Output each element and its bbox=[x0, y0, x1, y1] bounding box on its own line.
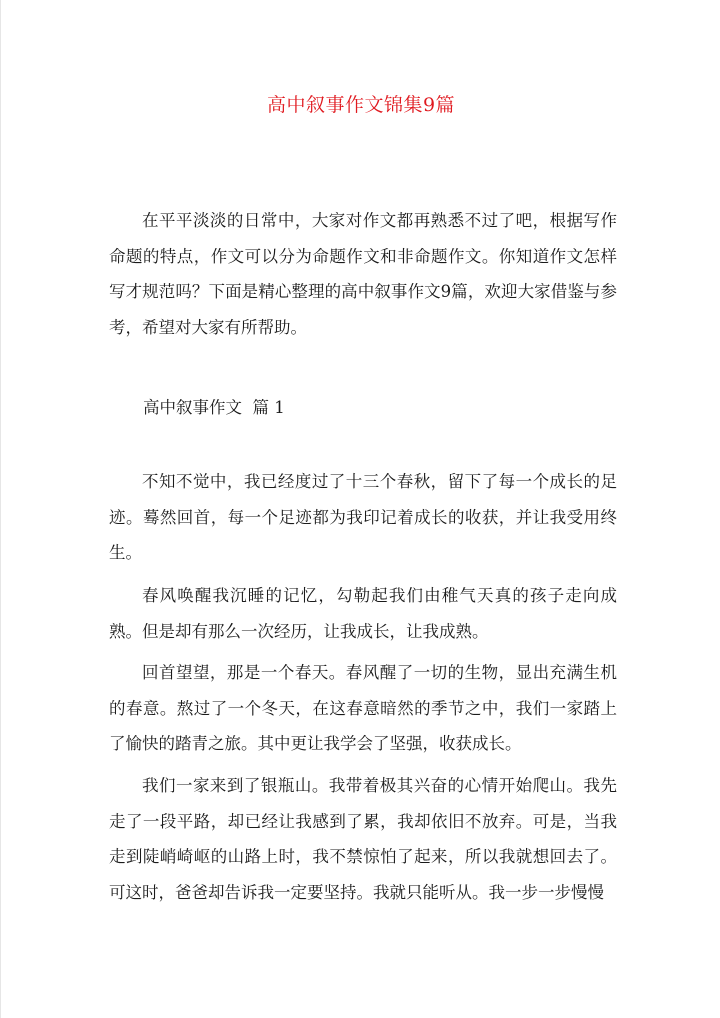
document-title: 高中叙事作文锦集9篇 bbox=[266, 94, 456, 116]
intro-paragraph: 在平平淡淡的日常中，大家对作文都再熟悉不过了吧，根据写作命题的特点，作文可以分为命题作文和非命题作文。你知道作文怎样写才规范吗？下面是精心整理的高中叙事作文9篇，欢迎大家借鉴与参考，希望对大家有所帮助。 bbox=[109, 211, 617, 337]
section-heading: 高中叙事作文 篇 1 bbox=[143, 398, 285, 417]
paragraph-4: 我们一家来到了银瓶山。我带着极其兴奋的心情开始爬山。我先走了一段平路，却已经让我感到了累，我却依旧不放弃。可是，当我走到陡峭崎岖的山路上时，我不禁惊怕了起来，所以我就想回去了。可这时，爸爸却告诉我一定要坚持。我就只能听从。我一步一步慢慢 bbox=[109, 776, 617, 902]
paragraph-1: 不知不觉中，我已经度过了十三个春秋，留下了每一个成长的足迹。蓦然回首，每一个足迹都为我印记着成长的收获，并让我受用终生。 bbox=[109, 472, 617, 562]
paragraph-2: 春风唤醒我沉睡的记忆，勾勒起我们由稚气天真的孩子走向成熟。但是却有那么一次经历，让我成长，让我成熟。 bbox=[109, 586, 617, 641]
paragraph-3: 回首望望，那是一个春天。春风醒了一切的生物，显出充满生机的春意。熬过了一个冬天，在这春意暗然的季节之中，我们一家踏上了愉快的踏青之旅。其中更让我学会了坚强，收获成长。 bbox=[109, 663, 617, 753]
